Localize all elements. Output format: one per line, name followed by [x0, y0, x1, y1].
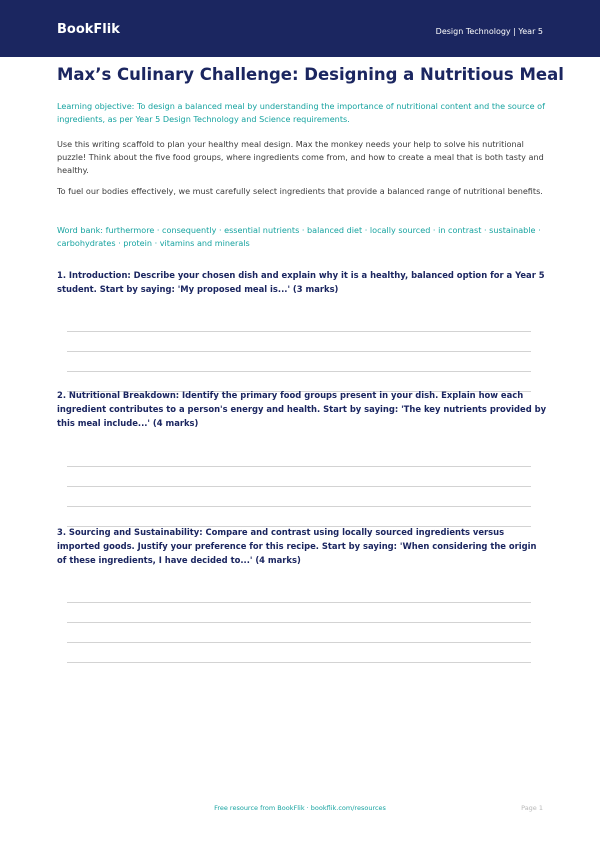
answer-line[interactable] — [67, 371, 531, 372]
learning-objective: Learning objective: To design a balanced meal by understanding the importance of nutritional content and the source of ingredients, as per Year 5 Design Technology and Science requirements. — [57, 101, 545, 124]
answer-line[interactable] — [67, 506, 531, 507]
page-title: Max’s Culinary Challenge: Designing a Nutritious Meal — [57, 65, 564, 84]
intro-statement: To fuel our bodies effectively, we must carefully select ingredients that provide a balanced range of nutritional benefits. — [57, 186, 543, 196]
page-header — [0, 0, 600, 57]
brand-logo: BookFlik — [57, 22, 120, 37]
word-bank: Word bank: furthermore · consequently · essential nutrients · balanced diet · locally sourced · in contrast · sustainable · carbohydrates · protein · vitamins and minerals — [57, 225, 541, 248]
question-3: 3. Sourcing and Sustainability: Compare and contrast using locally sourced ingredients versus imported goods. Justify your preference for this recipe. Start by saying: 'When considering the origin of these ingredients, I have decided to...' (4 marks) — [57, 527, 537, 565]
answer-line[interactable] — [67, 466, 531, 467]
answer-line[interactable] — [67, 642, 531, 643]
answer-line[interactable] — [67, 486, 531, 487]
answer-line[interactable] — [67, 602, 531, 603]
answer-line[interactable] — [67, 622, 531, 623]
answer-line[interactable] — [67, 351, 531, 352]
answer-line[interactable] — [67, 662, 531, 663]
scaffold-instructions: Use this writing scaffold to plan your healthy meal design. Max the monkey needs your help to solve his nutritional puzzle! Think about the five food groups, where ingredients come from, and how to create a meal that is both tasty and healthy. — [57, 139, 544, 175]
page-number: Page 1 — [521, 804, 543, 812]
question-2: 2. Nutritional Breakdown: Identify the primary food groups present in your dish. Explain how each ingredient contributes to a person's energy and health. Start by saying: 'The key nutrients provided by this meal include...' (4 marks) — [57, 390, 547, 428]
footer-resource-link[interactable]: Free resource from BookFlik · bookflik.com/resources — [214, 804, 386, 812]
answer-line[interactable] — [67, 331, 531, 332]
question-1: 1. Introduction: Describe your chosen dish and explain why it is a healthy, balanced option for a Year 5 student. Start by saying: 'My proposed meal is...' (3 marks) — [57, 270, 545, 294]
subject-label: Design Technology | Year 5 — [435, 27, 543, 36]
